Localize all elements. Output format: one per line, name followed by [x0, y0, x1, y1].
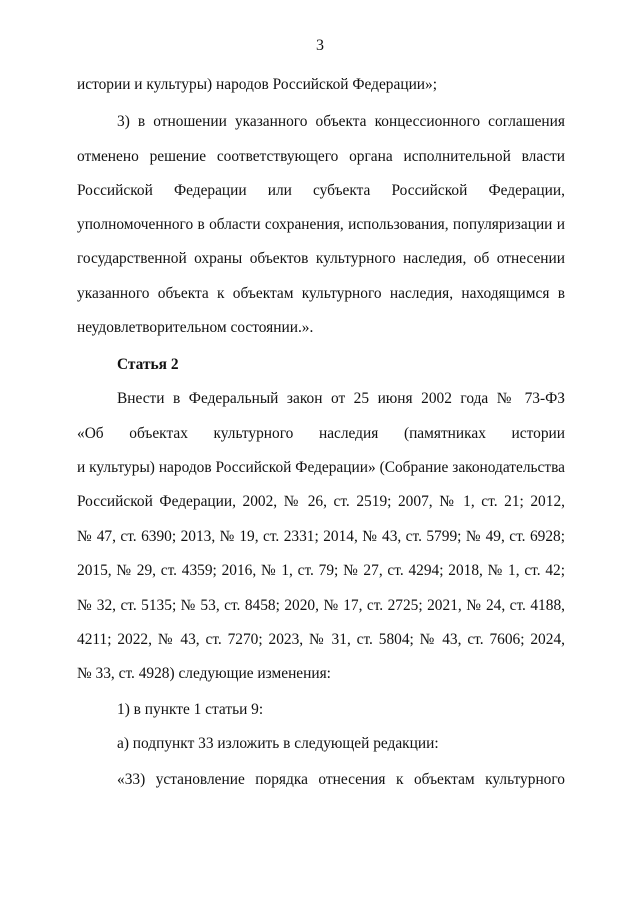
- text-line: указанного объекта к объектам культурного наследия, находящимся в: [77, 285, 565, 302]
- text-line: 1) в пункте 1 статьи 9:: [117, 701, 264, 718]
- text-line: истории и культуры) народов Российской Федерации»;: [77, 76, 438, 93]
- text-line: № 33, ст. 4928) следующие изменения:: [77, 665, 331, 682]
- page-number: 3: [316, 37, 324, 54]
- text-line: 3) в отношении указанного объекта концессионного соглашения: [117, 113, 565, 130]
- text-line: № 47, ст. 6390; 2013, № 19, ст. 2331; 2014, № 43, ст. 5799; № 49, ст. 6928;: [77, 528, 565, 545]
- text-line: а) подпункт 33 изложить в следующей редакции:: [117, 735, 439, 752]
- text-line: Российской Федерации, 2002, № 26, ст. 2519; 2007, № 1, ст. 21; 2012,: [77, 493, 565, 510]
- text-line: Внести в Федеральный закон от 25 июня 2002 года № 73-ФЗ: [117, 390, 565, 407]
- text-line: 2015, № 29, ст. 4359; 2016, № 1, ст. 79; № 27, ст. 4294; 2018, № 1, ст. 42;: [77, 562, 565, 579]
- text-line: Российской Федерации или субъекта Российской Федерации,: [77, 182, 565, 199]
- article-heading: Статья 2: [117, 356, 179, 373]
- text-line: государственной охраны объектов культурного наследия, об отнесении: [77, 250, 565, 267]
- text-line: уполномоченного в области сохранения, использования, популяризации и: [77, 216, 565, 233]
- text-line: 4211; 2022, № 43, ст. 7270; 2023, № 31, ст. 5804; № 43, ст. 7606; 2024,: [77, 631, 565, 648]
- text-line: «Об объектах культурного наследия (памятниках истории: [77, 425, 565, 442]
- text-line: неудовлетворительном состоянии.».: [77, 319, 314, 336]
- text-line: и культуры) народов Российской Федерации» (Собрание законодательства: [77, 459, 565, 476]
- text-line: отменено решение соответствующего органа исполнительной власти: [77, 148, 565, 165]
- text-line: № 32, ст. 5135; № 53, ст. 8458; 2020, № 17, ст. 2725; 2021, № 24, ст. 4188,: [77, 597, 565, 614]
- text-line: «33) установление порядка отнесения к объектам культурного: [117, 771, 565, 788]
